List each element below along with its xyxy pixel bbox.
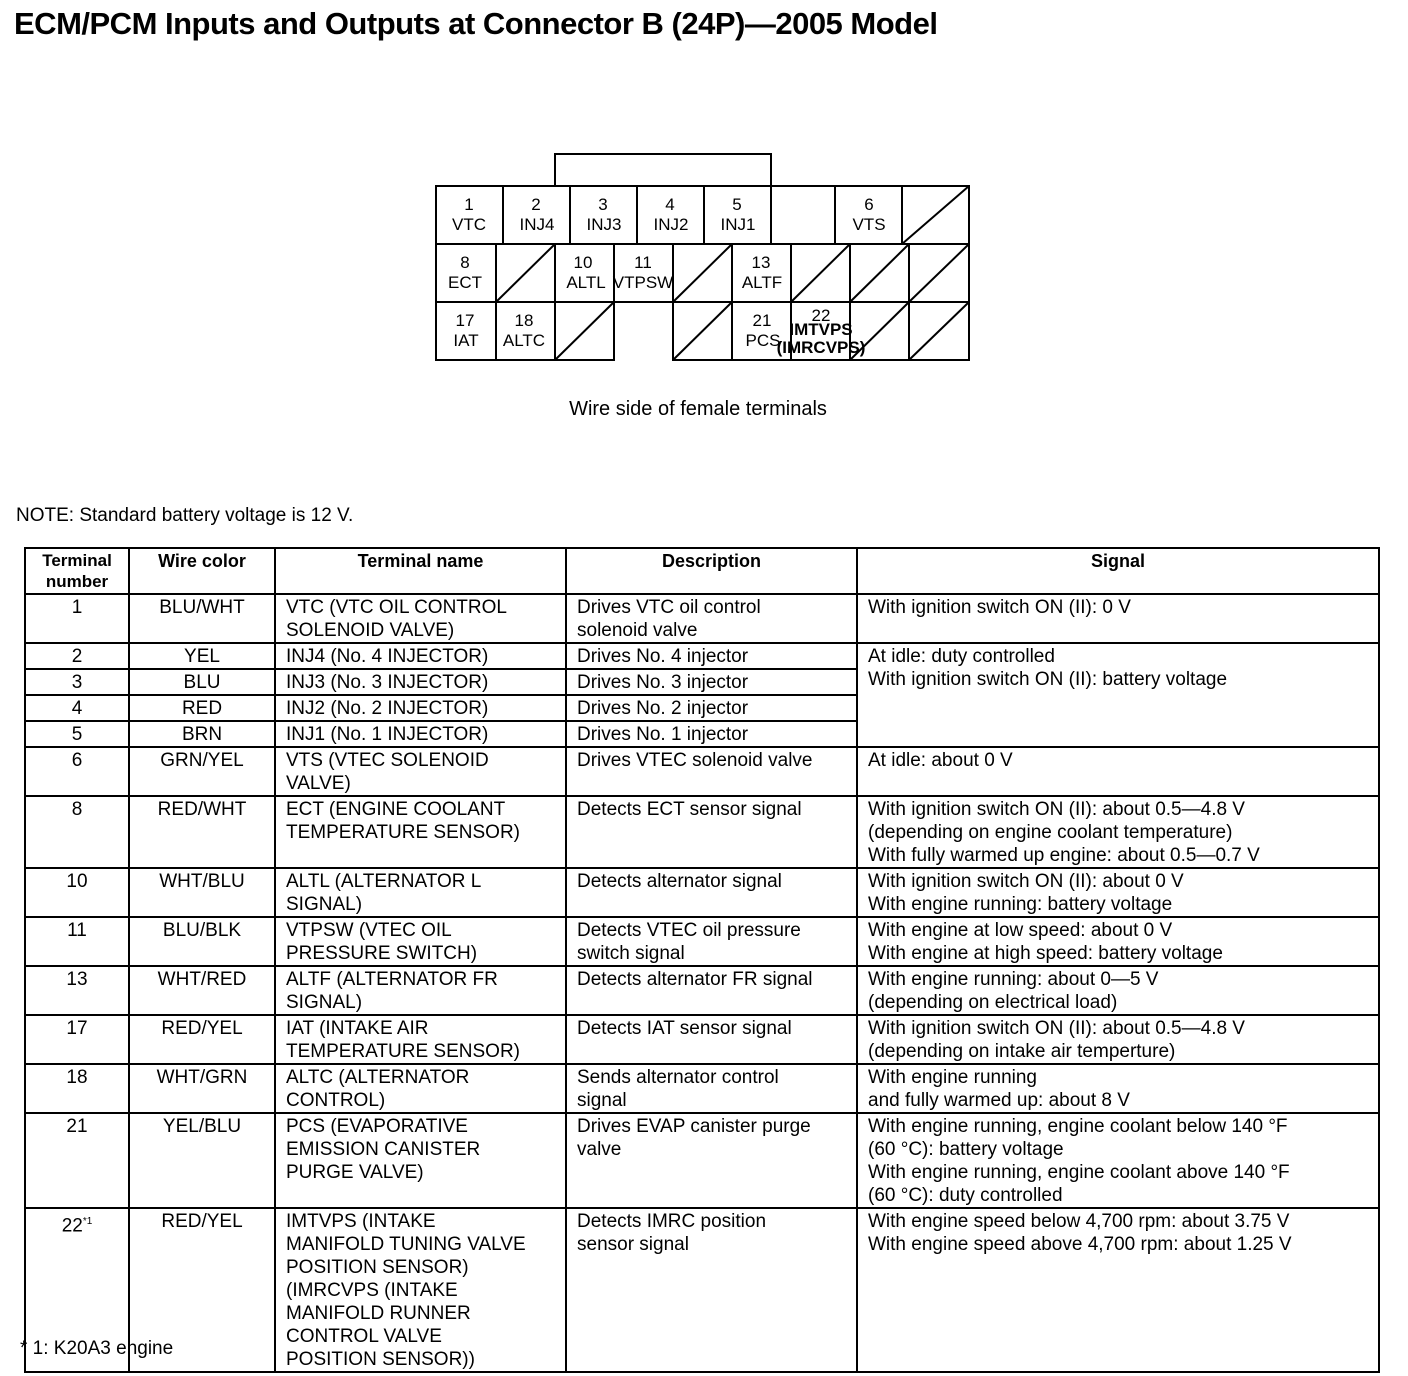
pin-number: 10 — [573, 253, 593, 272]
signal: With engine speed below 4,700 rpm: about 3.75 V With engine speed above 4,700 rpm: about 1.25 V — [857, 1208, 1379, 1372]
pin-label: VTS — [852, 215, 886, 234]
wire-color: WHT/GRN — [129, 1064, 275, 1113]
terminal-name: VTS (VTEC SOLENOID VALVE) — [275, 747, 566, 796]
terminal-number: 21 — [25, 1113, 129, 1208]
table-row — [25, 1064, 1379, 1113]
terminal-name: ALTC (ALTERNATOR CONTROL) — [275, 1064, 566, 1113]
header-signal: Signal — [857, 548, 1379, 594]
signal: With engine running, engine coolant below 140 °F (60 °C): battery voltage With engine running, engine coolant above 140 °F (60 °C): duty controlled — [857, 1113, 1379, 1208]
pin-label: INJ1 — [720, 215, 756, 234]
terminal-name: IAT (INTAKE AIR TEMPERATURE SENSOR) — [275, 1015, 566, 1064]
description: Detects ECT sensor signal — [566, 796, 857, 868]
pin-number: 8 — [460, 253, 470, 272]
terminal-name: ALTL (ALTERNATOR L SIGNAL) — [275, 868, 566, 917]
table-row — [25, 643, 1379, 669]
terminal-number: 13 — [25, 966, 129, 1015]
wire-color: BLU — [129, 669, 275, 695]
signal: At idle: about 0 V — [857, 747, 1379, 796]
terminal-number: 3 — [25, 669, 129, 695]
pin-label: VTC — [452, 215, 486, 234]
description: Drives No. 2 injector — [566, 695, 857, 721]
terminal-number: 11 — [25, 917, 129, 966]
signal: With engine running: about 0—5 V (depending on electrical load) — [857, 966, 1379, 1015]
wire-color: BRN — [129, 721, 275, 747]
header-wire-color: Wire color — [129, 548, 275, 594]
description: Sends alternator control signal — [566, 1064, 857, 1113]
wire-color: BLU/WHT — [129, 594, 275, 643]
table-row — [25, 1015, 1379, 1064]
description: Drives No. 1 injector — [566, 721, 857, 747]
pin-number: 22 — [811, 306, 831, 325]
pin-label: INJ3 — [586, 215, 622, 234]
terminal-name: INJ3 (No. 3 INJECTOR) — [275, 669, 566, 695]
table-row — [25, 966, 1379, 1015]
connector-diagram — [0, 0, 1408, 400]
pin-number: 3 — [598, 195, 608, 214]
terminal-name: INJ2 (No. 2 INJECTOR) — [275, 695, 566, 721]
description: Detects alternator FR signal — [566, 966, 857, 1015]
pin-number: 1 — [464, 195, 474, 214]
io-table — [24, 547, 1380, 1373]
table-row — [25, 1113, 1379, 1208]
table-row — [25, 747, 1379, 796]
pin-number: 17 — [455, 311, 475, 330]
pin-number: 4 — [665, 195, 675, 214]
pin-label: PCS — [745, 331, 781, 350]
pin-label: VTPSW — [612, 273, 674, 292]
pin-label: IMTVPS — [789, 320, 853, 339]
table-row — [25, 594, 1379, 643]
footnote: * 1: K20A3 engine — [20, 1338, 174, 1359]
wire-color: WHT/BLU — [129, 868, 275, 917]
pin-number: 13 — [751, 253, 771, 272]
signal: With engine running and fully warmed up: about 8 V — [857, 1064, 1379, 1113]
terminal-name: ECT (ENGINE COOLANT TEMPERATURE SENSOR) — [275, 796, 566, 868]
terminal-number: 17 — [25, 1015, 129, 1064]
pin-label: ALTL — [566, 273, 606, 292]
wire-color: RED/YEL — [129, 1208, 275, 1372]
description: Drives VTEC solenoid valve — [566, 747, 857, 796]
description: Drives EVAP canister purge valve — [566, 1113, 857, 1208]
signal: With ignition switch ON (II): about 0 V With engine running: battery voltage — [857, 868, 1379, 917]
wire-color: RED/WHT — [129, 796, 275, 868]
table-row — [25, 796, 1379, 868]
terminal-name: IMTVPS (INTAKE MANIFOLD TUNING VALVE POSITION SENSOR) (IMRCVPS (INTAKE MANIFOLD RUNNER CONTROL VALVE POSITION SENSOR)) — [275, 1208, 566, 1372]
signal: With engine at low speed: about 0 V With engine at high speed: battery voltage — [857, 917, 1379, 966]
terminal-name: VTPSW (VTEC OIL PRESSURE SWITCH) — [275, 917, 566, 966]
description: Drives No. 4 injector — [566, 643, 857, 669]
description: Detects VTEC oil pressure switch signal — [566, 917, 857, 966]
description: Detects alternator signal — [566, 868, 857, 917]
description: Drives VTC oil control solenoid valve — [566, 594, 857, 643]
description: Detects IAT sensor signal — [566, 1015, 857, 1064]
table-row — [25, 917, 1379, 966]
table-row — [25, 868, 1379, 917]
terminal-name: INJ1 (No. 1 INJECTOR) — [275, 721, 566, 747]
pin-label: INJ4 — [519, 215, 555, 234]
terminal-name: INJ4 (No. 4 INJECTOR) — [275, 643, 566, 669]
pin-label-alt: (IMRCVPS) — [776, 338, 866, 357]
wire-color: YEL — [129, 643, 275, 669]
pin-number: 11 — [634, 253, 652, 272]
header-description: Description — [566, 548, 857, 594]
header-terminal-name: Terminal name — [275, 548, 566, 594]
terminal-name: PCS (EVAPORATIVE EMISSION CANISTER PURGE VALVE) — [275, 1113, 566, 1208]
terminal-number: 4 — [25, 695, 129, 721]
wire-color: RED/YEL — [129, 1015, 275, 1064]
terminal-name: ALTF (ALTERNATOR FR SIGNAL) — [275, 966, 566, 1015]
terminal-number: 5 — [25, 721, 129, 747]
pin-number: 2 — [531, 195, 541, 214]
table-header-row — [25, 548, 1379, 594]
wire-color: WHT/RED — [129, 966, 275, 1015]
terminal-number: 6 — [25, 747, 129, 796]
description: Drives No. 3 injector — [566, 669, 857, 695]
pin-label: INJ2 — [653, 215, 689, 234]
pin-number: 21 — [752, 311, 772, 330]
terminal-number: 2 — [25, 643, 129, 669]
page-title: ECM/PCM Inputs and Outputs at Connector B (24P)—2005 Model — [14, 6, 938, 41]
signal: With ignition switch ON (II): about 0.5—4.8 V (depending on engine coolant temperature) With fully warmed up engine: about 0.5—0.7 V — [857, 796, 1379, 868]
wire-color: YEL/BLU — [129, 1113, 275, 1208]
pin-label: ALTF — [741, 273, 783, 292]
wire-color: GRN/YEL — [129, 747, 275, 796]
signal: At idle: duty controlled With ignition switch ON (II): battery voltage — [857, 643, 1379, 747]
pin-number: 18 — [514, 311, 534, 330]
wire-color: RED — [129, 695, 275, 721]
header-terminal-number: Terminal number — [25, 548, 129, 594]
terminal-number: 22$^{*1}$ — [25, 1208, 129, 1372]
terminal-number: 18 — [25, 1064, 129, 1113]
pin-label: ALTC — [502, 331, 546, 350]
pin-number: 5 — [732, 195, 742, 214]
pin-label: ECT — [448, 273, 482, 292]
terminal-number: 10 — [25, 868, 129, 917]
wire-color: BLU/BLK — [129, 917, 275, 966]
table-row — [25, 1208, 1379, 1372]
pin-number: 6 — [864, 195, 874, 214]
note: NOTE: Standard battery voltage is 12 V. — [16, 505, 354, 526]
terminal-number: 1 — [25, 594, 129, 643]
terminal-number: 8 — [25, 796, 129, 868]
signal: With ignition switch ON (II): 0 V — [857, 594, 1379, 643]
terminal-name: VTC (VTC OIL CONTROL SOLENOID VALVE) — [275, 594, 566, 643]
description: Detects IMRC position sensor signal — [566, 1208, 857, 1372]
signal: With ignition switch ON (II): about 0.5—4.8 V (depending on intake air temperture) — [857, 1015, 1379, 1064]
connector-caption: Wire side of female terminals — [569, 398, 827, 420]
pin-label: IAT — [453, 331, 479, 350]
